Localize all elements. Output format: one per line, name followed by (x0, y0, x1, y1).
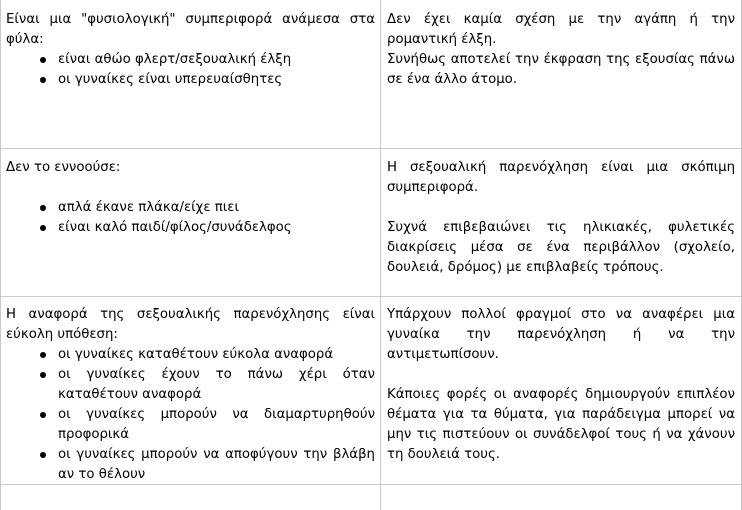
table-cell-myth (6, 305, 375, 485)
bullet-list (6, 50, 375, 90)
cell-paragraph: Η σεξουαλική παρενόχληση είναι μια σκόπιμη συμπεριφορά. (387, 160, 735, 195)
bullet-icon (40, 77, 46, 83)
bullet-list (6, 345, 375, 485)
bullet-icon (40, 57, 46, 63)
table-cell-fact (387, 10, 735, 90)
table-cell-fact (387, 305, 735, 465)
list-item: οι γυναίκες είναι υπερευαίσθητες (6, 70, 375, 90)
list-item: οι γυναίκες έχουν το πάνω χέρι όταν καταθέτουν αναφορά (6, 365, 375, 405)
list-item: είναι καλό παιδί/φίλος/συνάδελφος (6, 218, 375, 238)
cell-paragraph: Συχνά επιβεβαιώνει τις ηλικιακές, φυλετικές διακρίσεις μέσα σε ένα περιβάλλον (σχολείο, δουλειά, δρόμος) με επιβλαβείς τρόπους. (387, 220, 735, 275)
row-divider (0, 296, 742, 297)
bullet-icon (40, 205, 46, 211)
cell-paragraph: Συνήθως αποτελεί την έκφραση της εξουσίας πάνω σε ένα άλλο άτομο. (387, 52, 735, 87)
table-cell-myth (6, 158, 375, 238)
cell-intro: Είναι μια "φυσιολογική" συμπεριφορά ανάμεσα στα φύλα: (6, 12, 375, 47)
bullet-icon (40, 352, 46, 358)
row-divider (0, 148, 742, 149)
bullet-icon (40, 225, 46, 231)
list-item: οι γυναίκες μπορούν να διαμαρτυρηθούν προφορικά (6, 405, 375, 445)
cell-paragraph: Δεν έχει καμία σχέση με την αγάπη ή την ρομαντική έλξη. (387, 12, 735, 47)
cell-intro: Η αναφορά της σεξουαλικής παρενόχλησης είναι εύκολη υπόθεση: (6, 307, 375, 342)
table-border-left (0, 0, 1, 510)
cell-intro: Δεν το εννοούσε: (6, 160, 121, 175)
list-item: είναι αθώο φλερτ/σεξουαλική έλξη (6, 50, 375, 70)
list-item: οι γυναίκες μπορούν να αποφύγουν την βλάβη αν το θέλουν (6, 445, 375, 485)
table-column-divider (380, 0, 381, 510)
list-item: απλά έκανε πλάκα/είχε πιει (6, 198, 375, 218)
list-item: οι γυναίκες καταθέτουν εύκολα αναφορά (6, 345, 375, 365)
bullet-icon (40, 452, 46, 458)
table-cell-fact (387, 158, 735, 278)
bullet-icon (40, 372, 46, 378)
cell-paragraph: Υπάρχουν πολλοί φραγμοί στο να αναφέρει μια γυναίκα την παρενόχληση ή να την αντιμετωπίσουν. (387, 307, 735, 362)
bullet-icon (40, 412, 46, 418)
table-cell-myth (6, 10, 375, 90)
bullet-list (6, 198, 375, 238)
cell-paragraph: Κάποιες φορές οι αναφορές δημιουργούν επιπλέον θέματα για τα θύματα, για παράδειγμα μπορεί να μην τις πιστεύουν οι συνάδελφοί τους ή να χάνουν τη δουλειά τους. (387, 387, 735, 462)
